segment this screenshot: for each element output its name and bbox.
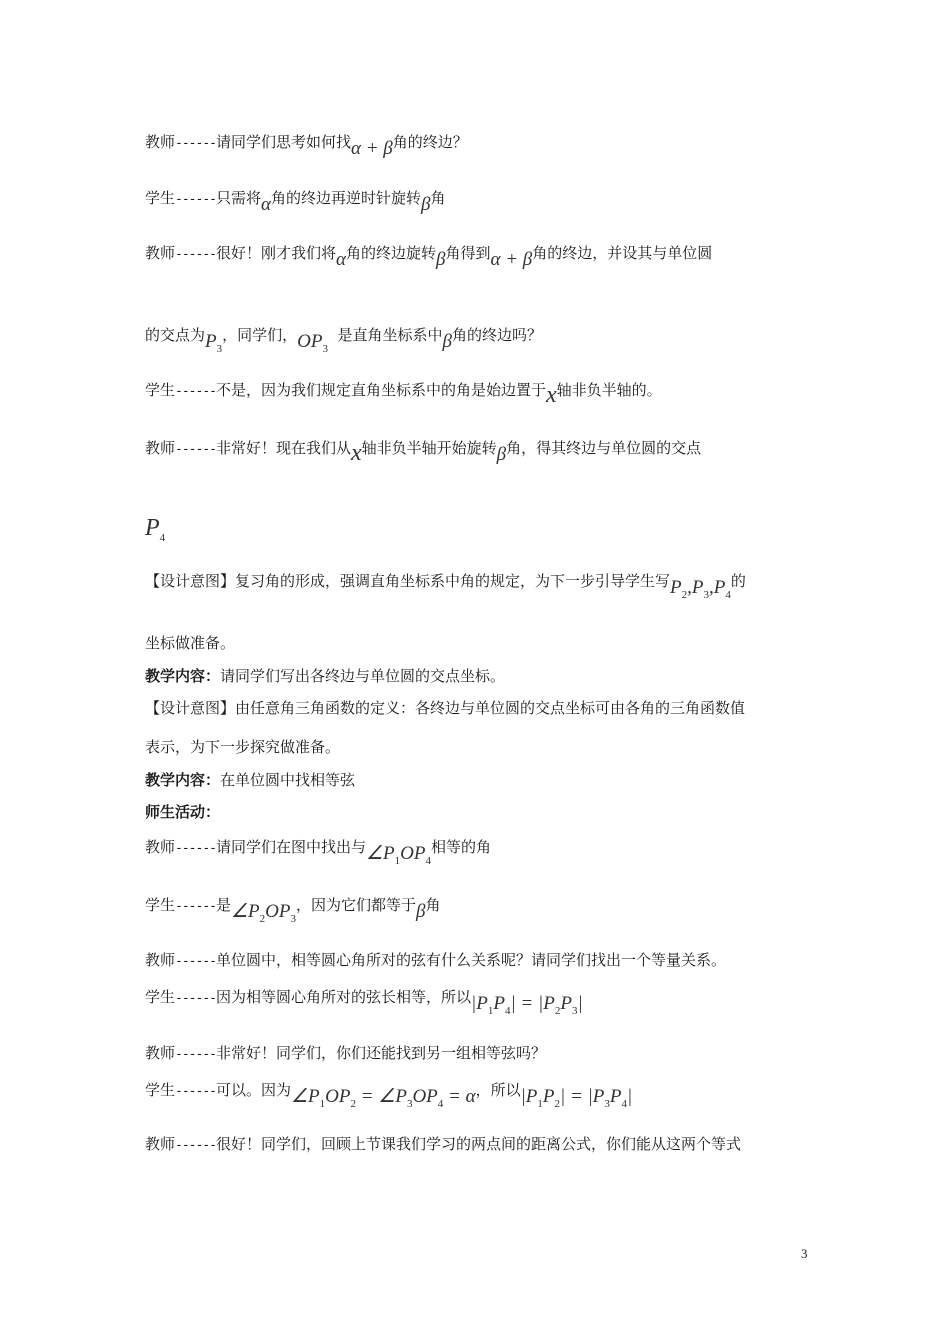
dialogue-line: 的交点为$P_3$，同学们，$OP_3$ 是直角坐标系中β角的终边吗？ — [145, 326, 543, 355]
dialogue-line: 教师------请同学们在图中找出与$\angle P_1OP_4$相等的角 — [145, 838, 491, 867]
dialogue-line: 教师------很好！刚才我们将α角的终边旋转β角得到α + β角的终边，并设其与单位圆 — [145, 244, 713, 270]
design-intent-line: 【设计意图】复习角的形成，强调直角坐标系中角的规定，为下一步引导学生写$P_2,P_3,P_4$的 — [145, 572, 746, 601]
dialogue-line: 教师------单位圆中，相等圆心角所对的弦有什么关系呢？请同学们找出一个等量关系。 — [145, 951, 726, 969]
page-number: 3 — [801, 1246, 808, 1261]
design-intent-line: 【设计意图】由任意角三角函数的定义：各终边与单位圆的交点坐标可由各角的三角函数值 — [145, 699, 746, 717]
dialogue-line: 学生------因为相等圆心角所对的弦长相等，所以$|P_1P_4| = |P_2P_3|$ — [145, 988, 583, 1017]
dialogue-line: 学生------可以。因为$\angle P_1OP_2$ = $\angle P_3OP_4 = \alpha$，所以$|P_1P_2| = |P_3P_4|$ — [145, 1081, 633, 1110]
dialogue-line: 教师------请同学们思考如何找α + β角的终边？ — [145, 133, 468, 159]
teaching-content-line: 教学内容：请同学们写出各终边与单位圆的交点坐标。 — [145, 667, 506, 685]
dialogue-line: 学生------不是，因为我们规定直角坐标系中的角是始边置于x轴非负半轴的。 — [145, 381, 662, 408]
dialogue-line: 学生------只需将α角的终边再逆时针旋转β角 — [145, 189, 446, 215]
dialogue-line: 教师------非常好！同学们，你们还能找到另一组相等弦吗？ — [145, 1044, 546, 1062]
design-intent-line: 表示，为下一步探究做准备。 — [145, 738, 341, 756]
dialogue-line: 教师------非常好！现在我们从x轴非负半轴开始旋转β角，得其终边与单位圆的交点 — [145, 439, 702, 466]
dialogue-line: $P_4$ — [145, 515, 166, 544]
teaching-content-line: 教学内容：在单位圆中找相等弦 — [145, 771, 356, 789]
section-heading: 师生活动： — [145, 803, 221, 821]
dialogue-line: 教师------很好！同学们，回顾上节课我们学习的两点间的距离公式，你们能从这两个等式 — [145, 1135, 741, 1153]
design-intent-line: 坐标做准备。 — [145, 634, 236, 652]
dialogue-line: 学生------是$\angle P_2OP_3$，因为它们都等于β角 — [145, 896, 441, 925]
